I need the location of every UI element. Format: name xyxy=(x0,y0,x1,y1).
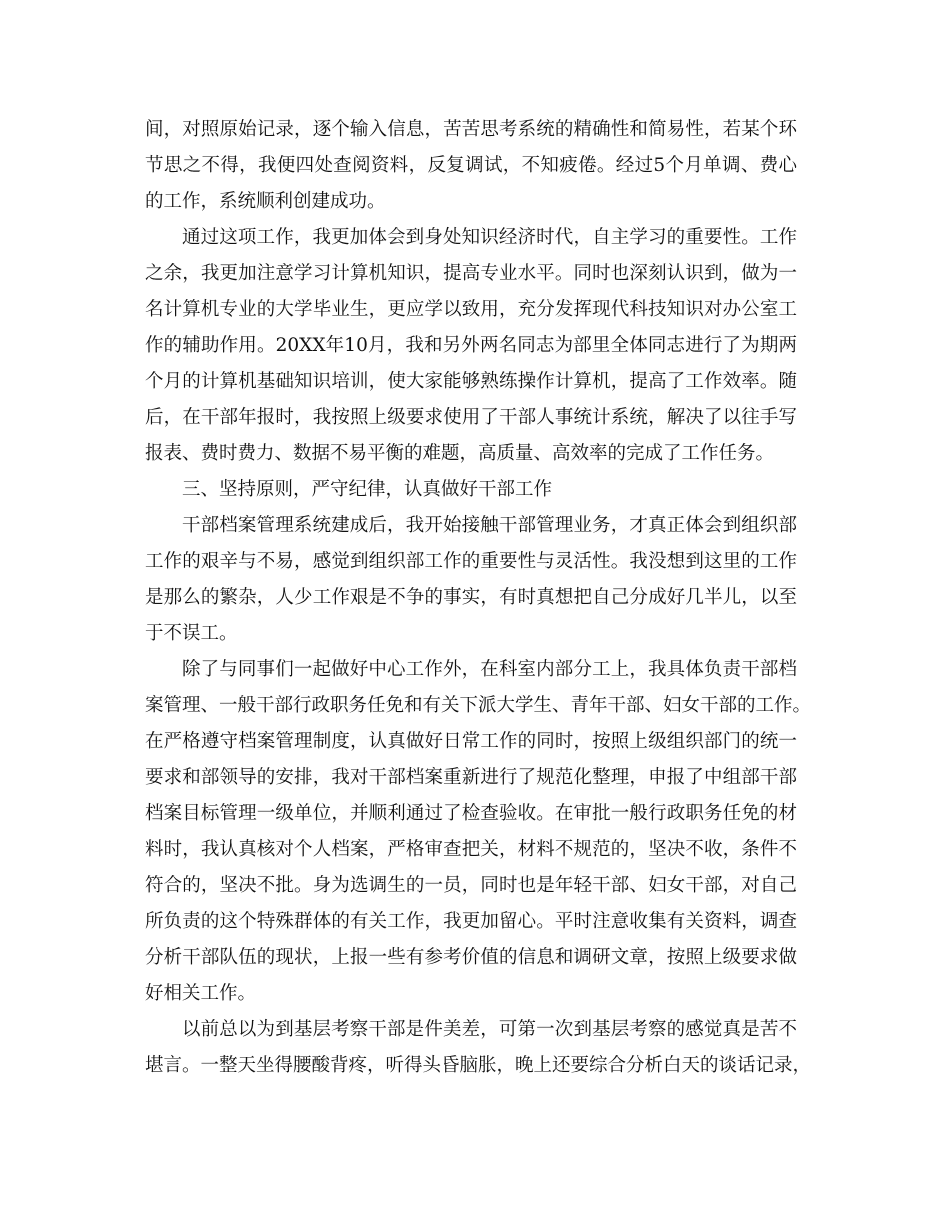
text-line: 在严格遵守档案管理制度，认真做好日常工作的同时，按照上级组织部门的统一 xyxy=(145,731,797,752)
text-line: 案管理、一般干部行政职务任免和有关下派大学生、青年干部、妇女干部的工作。 xyxy=(145,695,812,716)
text-line: 后，在干部年报时，我按照上级要求使用了干部人事统计系统，解决了以往手写 xyxy=(145,407,797,428)
text-line: 通过这项工作，我更加体会到身处知识经济时代，自主学习的重要性。工作 xyxy=(182,227,797,248)
text-line: 好相关工作。 xyxy=(145,983,257,1004)
text-line: 符合的，坚决不批。身为选调生的一员，同时也是年轻干部、妇女干部，对自己 xyxy=(145,875,797,896)
section-heading-text: 三、坚持原则，严守纪律，认真做好干部工作 xyxy=(182,479,553,500)
text-line: 分析干部队伍的现状，上报一些有参考价值的信息和调研文章，按照上级要求做 xyxy=(145,947,797,968)
text-line: 作的辅助作用。20XX年10月，我和另外两名同志为部里全体同志进行了为期两 xyxy=(145,335,797,356)
text-line: 干部档案管理系统建成后，我开始接触干部管理业务，才真正体会到组织部 xyxy=(182,515,797,536)
paragraph xyxy=(145,652,812,1012)
text-line: 所负责的这个特殊群体的有关工作，我更加留心。平时注意收集有关资料，调查 xyxy=(145,911,797,932)
text-line: 料时，我认真核对个人档案，严格审查把关，材料不规范的，坚决不收，条件不 xyxy=(145,839,797,860)
section-heading xyxy=(145,472,797,508)
text-line: 以前总以为到基层考察干部是件美差，可第一次到基层考察的感觉真是苦不 xyxy=(182,1019,797,1040)
paragraph xyxy=(145,508,797,652)
text-line: 个月的计算机基础知识培训，使大家能够熟练操作计算机，提高了工作效率。随 xyxy=(145,371,797,392)
text-line: 间，对照原始记录，逐个输入信息，苦苦思考系统的精确性和简易性，若某个环 xyxy=(145,119,797,140)
text-line: 报表、费时费力、数据不易平衡的难题，高质量、高效率的完成了工作任务。 xyxy=(145,443,775,464)
paragraph-continued xyxy=(145,112,797,220)
text-line: 名计算机专业的大学毕业生，更应学以致用，充分发挥现代科技知识对办公室工 xyxy=(145,299,797,320)
text-line: 的工作，系统顺利创建成功。 xyxy=(145,191,386,212)
text-line: 档案目标管理一级单位，并顺利通过了检查验收。在审批一般行政职务任免的材 xyxy=(145,803,797,824)
text-line: 要求和部领导的安排，我对干部档案重新进行了规范化整理，申报了中组部干部 xyxy=(145,767,797,788)
text-line: 工作的艰辛与不易，感觉到组织部工作的重要性与灵活性。我没想到这里的工作 xyxy=(145,551,797,572)
paragraph xyxy=(145,220,797,472)
document-body xyxy=(145,112,812,1084)
text-line: 于不误工。 xyxy=(145,623,238,644)
text-line: 是那么的繁杂，人少工作艰是不争的事实，有时真想把自己分成好几半儿，以至 xyxy=(145,587,797,608)
text-line: 堪言。一整天坐得腰酸背疼，听得头昏脑胀，晚上还要综合分析白天的谈话记录， xyxy=(145,1055,812,1076)
paragraph xyxy=(145,1012,812,1084)
text-line: 节思之不得，我便四处查阅资料，反复调试，不知疲倦。经过5个月单调、费心 xyxy=(145,155,797,176)
text-line: 之余，我更加注意学习计算机知识，提高专业水平。同时也深刻认识到，做为一 xyxy=(145,263,797,284)
text-line: 除了与同事们一起做好中心工作外，在科室内部分工上，我具体负责干部档 xyxy=(182,659,797,680)
